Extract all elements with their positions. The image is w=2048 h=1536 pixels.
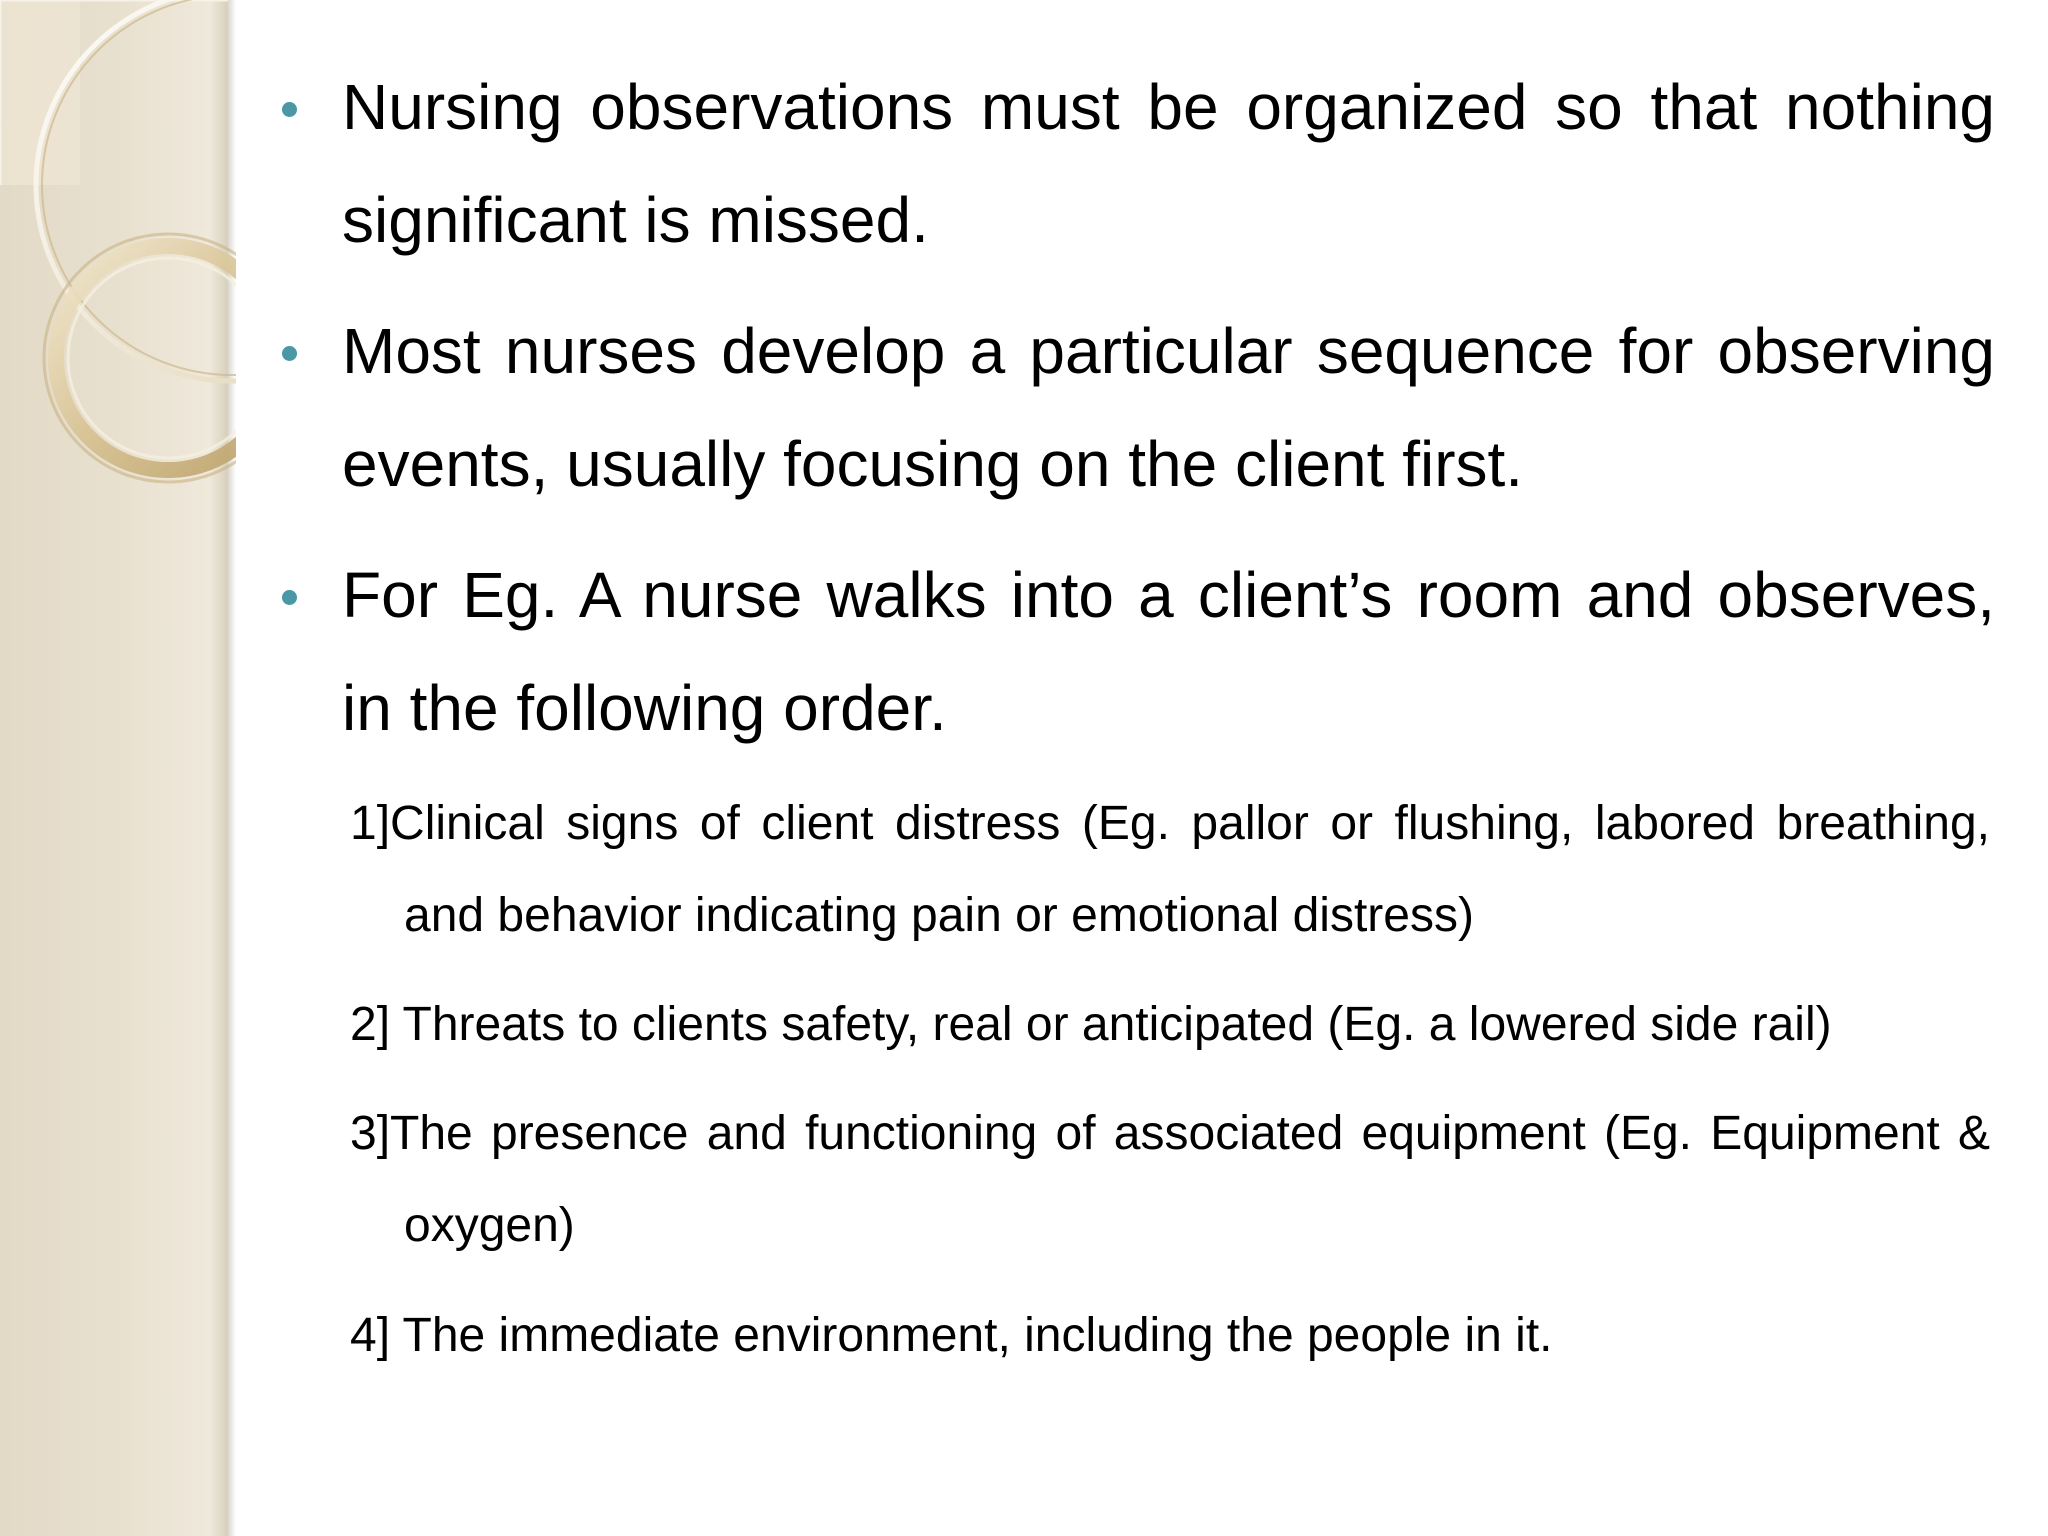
numbered-item	[350, 1290, 1990, 1382]
numbered-item-number: 1]	[350, 797, 391, 850]
numbered-item-number: 2]	[350, 998, 403, 1051]
bullet-text: Nursing observations must be organized so that nothing significant is missed.	[342, 71, 1995, 256]
bullet-icon	[282, 346, 297, 361]
bullet-icon	[282, 590, 297, 605]
bullet-text: For Eg. A nurse walks into a client’s room and observes, in the following order.	[342, 559, 1995, 744]
numbered-item-text: The presence and functioning of associated equipment (Eg. Equipment & oxygen)	[390, 1107, 1990, 1252]
bullet-icon	[282, 102, 297, 117]
numbered-item	[350, 778, 1990, 962]
numbered-item	[350, 979, 1990, 1071]
numbered-item-number: 4]	[350, 1309, 403, 1362]
numbered-item-text: Threats to clients safety, real or anticipated (Eg. a lowered side rail)	[402, 998, 1832, 1051]
numbered-item	[350, 1088, 1990, 1272]
numbered-item-text: The immediate environment, including the people in it.	[402, 1309, 1553, 1362]
bullet-text: Most nurses develop a particular sequence for observing events, usually focusing on the client first.	[342, 315, 1995, 500]
numbered-item-number: 3]	[350, 1107, 391, 1160]
numbered-item-text: Clinical signs of client distress (Eg. pallor or flushing, labored breathing, and behavior indicating pain or emotional distress)	[390, 797, 1990, 942]
